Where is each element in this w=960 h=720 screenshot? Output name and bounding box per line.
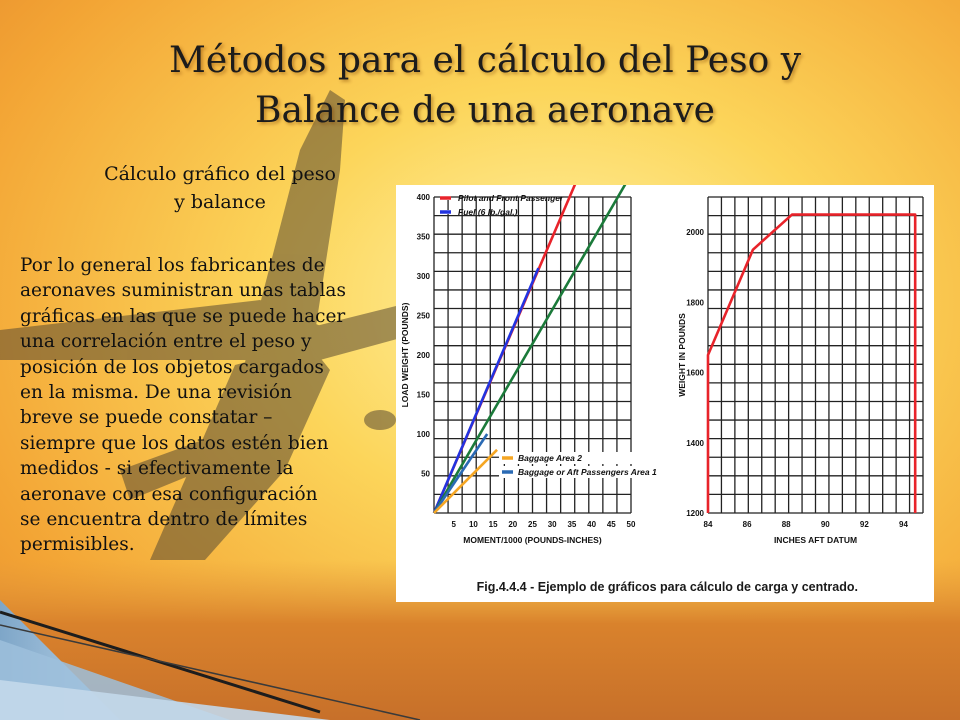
body-line: posición de los objetos cargados: [20, 356, 324, 378]
subtitle-line: Cálculo gráfico del peso: [104, 163, 336, 185]
body-line: en la misma. De una revisión: [20, 382, 292, 404]
x-tick-label: 15: [488, 520, 498, 529]
title-line: Métodos para el cálculo del Peso y: [168, 40, 802, 81]
x-tick-label: 35: [567, 520, 577, 529]
slide-title: [60, 36, 910, 136]
body-paragraph: [20, 253, 382, 558]
legend-label: Pilot and Front Passenger: [458, 193, 564, 203]
load-moment-chart: [434, 185, 651, 513]
y-tick-label: 1200: [686, 509, 704, 518]
y-axis-title: LOAD WEIGHT (POUNDS): [400, 302, 410, 408]
legend-label: Baggage or Aft Passengers Area 1: [518, 467, 657, 477]
weight-balance-figure: [396, 185, 934, 602]
y-tick-label: 350: [416, 232, 430, 242]
y-tick-label: 1400: [686, 438, 704, 448]
figure-caption: Fig.4.4.4 - Ejemplo de gráficos para cálculo de carga y centrado.: [476, 580, 858, 594]
body-line: aeronave con esa configuración: [20, 483, 318, 505]
y-tick-label: 1800: [686, 298, 704, 308]
x-tick-label: 84: [703, 520, 713, 529]
x-tick-label: 92: [859, 520, 869, 529]
body-line: Por lo general los fabricantes de: [20, 255, 325, 276]
x-tick-label: 30: [547, 520, 557, 529]
figure-charts: [396, 185, 934, 602]
x-tick-label: 88: [781, 520, 791, 529]
y-tick-label: 100: [416, 430, 430, 439]
x-axis-title: MOMENT/1000 (POUNDS-INCHES): [463, 535, 602, 545]
y-tick-label: 200: [416, 351, 430, 360]
y-tick-label: 400: [416, 193, 430, 202]
x-axis-title: INCHES AFT DATUM: [773, 535, 858, 545]
y-tick-label: 50: [421, 469, 430, 479]
body-line: permisibles.: [20, 534, 135, 556]
x-tick-label: 94: [899, 520, 908, 529]
y-tick-label: 250: [416, 311, 430, 321]
legend-label: Baggage Area 2: [518, 453, 582, 463]
y-axis-title: WEIGHT IN POUNDS: [677, 313, 687, 397]
body-line: una correlación entre el peso y: [20, 331, 312, 353]
body-line: aeronaves suministran unas tablas: [20, 280, 346, 302]
body-line: breve se puede constatar –: [20, 407, 273, 429]
body-line: siempre que los datos estén bien: [20, 432, 329, 454]
body-line: medidos - si efectivamente la: [20, 458, 294, 480]
x-tick-label: 45: [606, 520, 616, 529]
cg-envelope-chart: [708, 197, 923, 513]
x-tick-label: 20: [508, 520, 518, 529]
y-tick-label: 150: [416, 390, 430, 400]
body-line: gráficas en las que se puede hacer: [20, 305, 346, 327]
subtitle-line: y balance: [174, 191, 266, 213]
title-line: Balance de una aeronave: [254, 90, 715, 131]
y-tick-label: 1600: [686, 368, 704, 378]
x-tick-label: 40: [587, 520, 597, 529]
x-tick-label: 86: [742, 520, 752, 529]
x-tick-label: 10: [468, 520, 478, 529]
x-tick-label: 25: [528, 520, 537, 529]
x-tick-label: 90: [820, 520, 830, 529]
section-subtitle: [20, 160, 420, 216]
y-tick-label: 2000: [686, 228, 704, 238]
x-tick-label: 5: [451, 520, 456, 529]
x-tick-label: 50: [626, 520, 636, 529]
series-line: [434, 434, 487, 513]
body-line: se encuentra dentro de límites: [20, 509, 308, 531]
legend-label: Fuel (6 lb./gal.): [458, 207, 518, 217]
y-tick-label: 300: [416, 272, 430, 281]
